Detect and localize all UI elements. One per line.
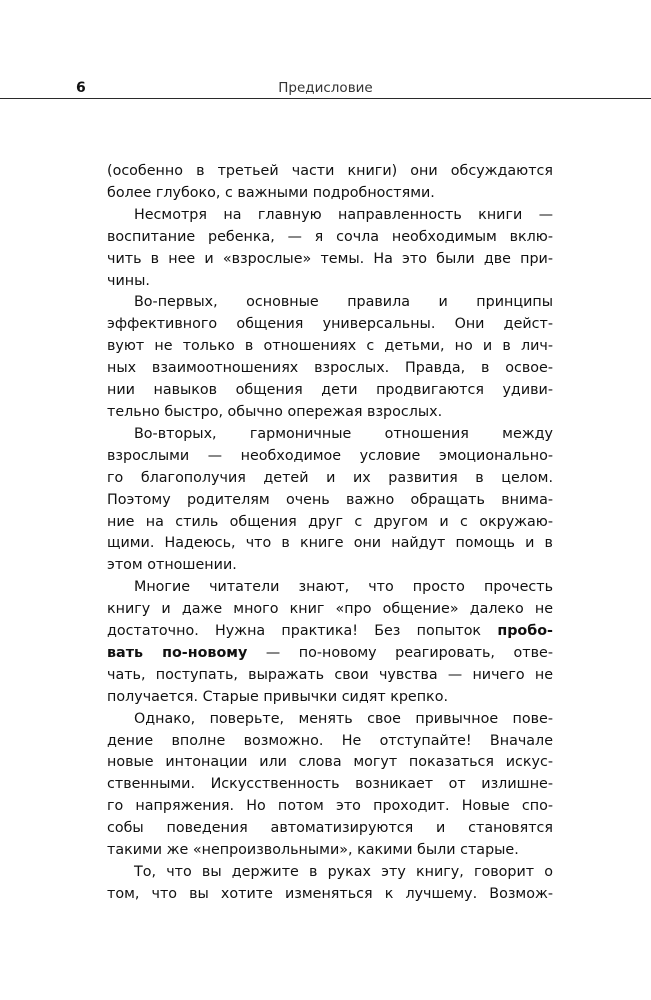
text-line: (особенно в третьей части книги) они обсуждаются — [107, 163, 553, 179]
text-line: такими же «непроизвольными», какими были старые. — [107, 842, 519, 859]
text-line: том, что вы хотите изменяться к лучшему. Возмож- — [107, 885, 553, 902]
paragraph-7 — [107, 862, 553, 906]
text-line: чить в нее и «взрослые» темы. На это были две при- — [107, 250, 553, 267]
text-run: — по-новому реагировать, отве- — [247, 644, 553, 661]
text-line: вуют не только в отношениях с детьми, но и в лич- — [107, 338, 553, 355]
text-line: ние на стиль общения друг с другом и с окружаю- — [107, 513, 553, 530]
text-line: Во-вторых, гармоничные отношения между — [134, 425, 553, 442]
text-line — [107, 621, 553, 643]
text-line: воспитание ребенка, — я сочла необходимым вклю- — [107, 228, 553, 245]
body-text — [107, 161, 553, 906]
text-line: получается. Старые привычки сидят крепко. — [107, 688, 448, 705]
paragraph-5 — [107, 577, 553, 708]
text-line: собы поведения автоматизируются и становятся — [107, 820, 553, 837]
text-line: щими. Надеюсь, что в книге они найдут помощь и в — [107, 535, 553, 552]
section-title: Предисловие — [278, 80, 373, 96]
text-line: ных взаимоотношениях взрослых. Правда, в освое- — [107, 360, 553, 377]
running-header — [0, 72, 651, 99]
paragraph-3 — [107, 292, 553, 423]
text-run: достаточно. Нужна практика! Без попыток — [107, 623, 498, 640]
paragraph-6 — [107, 709, 553, 862]
text-line: этом отношении. — [107, 557, 237, 574]
text-line: новые интонации или слова могут показаться искус- — [107, 754, 553, 771]
text-line — [107, 643, 553, 665]
text-line: Однако, поверьте, менять свое привычное пове- — [134, 710, 553, 727]
text-line: книгу и даже много книг «про общение» далеко не — [107, 601, 553, 618]
text-line: чины. — [107, 272, 150, 289]
text-line: тельно быстро, обычно опережая взрослых. — [107, 403, 443, 420]
text-line: чать, поступать, выражать свои чувства — ничего не — [107, 666, 553, 683]
text-line: Поэтому родителям очень важно обращать внима- — [107, 491, 553, 508]
text-line: взрослыми — необходимое условие эмоционально- — [107, 447, 553, 464]
text-line: ственными. Искусственность возникает от излишне- — [107, 776, 553, 793]
text-line: То, что вы держите в руках эту книгу, говорит о — [134, 864, 553, 880]
text-line: дение вполне возможно. Не отступайте! Вначале — [107, 732, 553, 749]
text-line: более глубоко, с важными подробностями. — [107, 184, 435, 201]
paragraph-4 — [107, 424, 553, 577]
text-line: эффективного общения универсальны. Они дейст- — [107, 316, 553, 333]
emphasis-text: вать по-новому — [107, 644, 248, 661]
text-line: го благополучия детей и их развития в целом. — [107, 469, 553, 486]
emphasis-text: пробо- — [497, 623, 553, 640]
text-line: Несмотря на главную направленность книги — — [134, 206, 553, 223]
paragraph-2 — [107, 205, 553, 293]
text-line: го напряжения. Но потом это проходит. Новые спо- — [107, 798, 553, 815]
text-line: нии навыков общения дети продвигаются удиви- — [107, 382, 553, 399]
text-line: Многие читатели знают, что просто прочесть — [134, 579, 553, 596]
paragraph-1 — [107, 161, 553, 205]
page-number: 6 — [76, 80, 86, 96]
text-line: Во-первых, основные правила и принципы — [134, 294, 553, 311]
